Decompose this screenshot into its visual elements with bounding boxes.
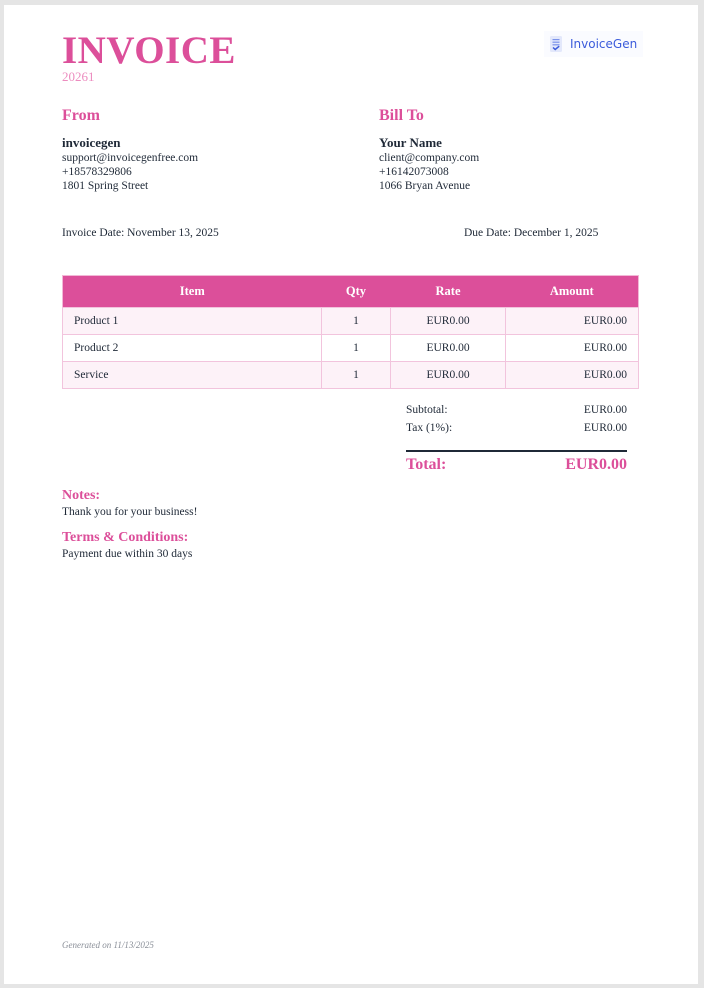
subtotal-row [406,401,627,419]
from-name: invoicegen [62,135,121,150]
table-row [63,335,639,362]
cell-item: Service [63,362,322,389]
cell-qty: 1 [322,362,391,389]
cell-amount: EUR0.00 [506,362,639,389]
column-header-item: Item [63,276,322,308]
tax-label: Tax (1%): [406,422,453,434]
subtotal-label: Subtotal: [406,404,448,416]
cell-qty: 1 [322,335,391,362]
cell-qty: 1 [322,308,391,335]
generated-footer: Generated on 11/13/2025 [62,940,154,950]
total-value: EUR0.00 [565,456,627,473]
cell-rate: EUR0.00 [391,308,506,335]
column-header-rate: Rate [391,276,506,308]
totals-section [406,401,627,474]
line-items-table [62,275,639,389]
from-address: 1801 Spring Street [62,180,149,192]
invoice-page [4,5,698,984]
table-row [63,362,639,389]
total-label: Total: [406,456,447,473]
from-email: support@invoicegenfree.com [62,152,199,164]
totals-divider [406,450,627,452]
cell-amount: EUR0.00 [506,308,639,335]
brand-logo [544,31,643,57]
cell-item: Product 1 [63,308,322,335]
invoice-number: 20261 [62,69,95,84]
bill-to-section [379,106,659,193]
bill-to-phone: +16142073008 [379,166,449,178]
terms-text: Payment due within 30 days [62,548,193,560]
column-header-qty: Qty [322,276,391,308]
brand-name: InvoiceGen [570,37,638,51]
cell-rate: EUR0.00 [391,335,506,362]
bill-to-name: Your Name [379,135,442,150]
tax-row [406,419,627,437]
invoice-title: INVOICE [62,29,236,72]
due-date: Due Date: December 1, 2025 [464,227,599,239]
terms-heading: Terms & Conditions: [62,530,189,545]
notes-heading: Notes: [62,488,101,503]
bill-to-heading: Bill To [379,107,424,124]
cell-item: Product 2 [63,335,322,362]
total-row [406,456,627,474]
subtotal-value: EUR0.00 [583,404,627,416]
invoice-date: Invoice Date: November 13, 2025 [62,227,219,239]
tax-value: EUR0.00 [583,422,627,434]
table-header-row [63,276,639,308]
column-header-amount: Amount [506,276,639,308]
notes-text: Thank you for your business! [62,506,198,518]
bill-to-address: 1066 Bryan Avenue [379,180,471,192]
notes-section [62,487,462,571]
bill-to-email: client@company.com [379,152,480,164]
table-row [63,308,639,335]
from-phone: +18578329806 [62,166,132,178]
from-heading: From [62,107,100,124]
cell-rate: EUR0.00 [391,362,506,389]
document-check-icon [550,36,562,52]
cell-amount: EUR0.00 [506,335,639,362]
from-section [62,106,342,193]
